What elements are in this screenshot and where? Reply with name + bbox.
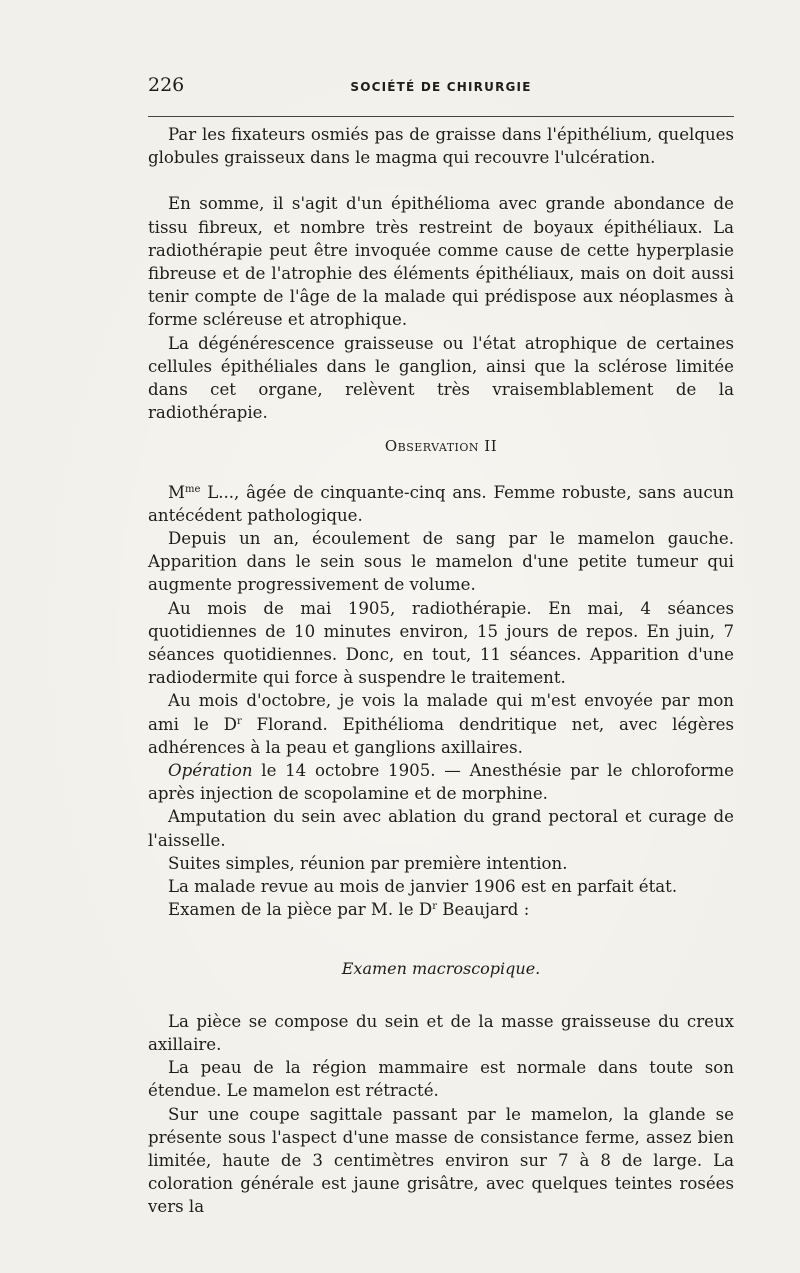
title-superscript: me xyxy=(185,483,201,495)
operation-text: le 14 octobre 1905. — Anesthésie par le chloroforme après injection de scopolamine et de morphine. xyxy=(148,761,734,804)
paragraph-operation xyxy=(148,759,734,805)
paragraph-radiotherapy: Au mois de mai 1905, radiothérapie. En mai, 4 séances quotidiennes de 10 minutes environ, 15 jours de repos. En juin, 7 séances quotidiennes. Donc, en tout, 11 séances. Apparition d'une radiodermite qui force à suspendre le traitement. xyxy=(148,598,734,688)
paragraph-summary: En somme, il s'agit d'un épithélioma avec grande abondance de tissu fibreux, et nombre très restreint de boyaux épithéliaux. La radiothérapie peut être invoquée comme cause de cette hyperplasie fibreuse et de l'atrophie des éléments épithéliaux, mais on doit aussi tenir compte de l'âge de la malade qui prédispose aux néoplasmes à forme scléreuse et atrophique. xyxy=(148,194,734,330)
october-text-a: Au mois d'octobre, je vois la malade qui m'est envoyée par mon ami le D xyxy=(148,691,734,734)
paragraph-skin: La peau de la région mammaire est normale dans toute son étendue. Le mamelon est rétracté. xyxy=(148,1058,734,1101)
paragraph-osmium-fixation: Par les fixateurs osmiés pas de graisse dans l'épithélium, quelques globules graisseux dans le magma qui recouvre l'ulcération. xyxy=(148,125,734,168)
patient-text: L..., âgée de cinquante-cinq ans. Femme robuste, sans aucun antécédent pathologique. xyxy=(148,482,734,525)
paragraph-history: Depuis un an, écoulement de sang par le mamelon gauche. Apparition dans le sein sous le mamelon d'une petite tumeur qui augmente progressivement de volume. xyxy=(148,529,734,595)
paragraph-amputation: Amputation du sein avec ablation du grand pectoral et curage de l'aisselle. xyxy=(148,807,734,850)
paragraph-exam-intro xyxy=(148,898,734,921)
paragraph-october xyxy=(148,689,734,759)
exam-text-a: Examen de la pièce par M. le D xyxy=(168,900,433,920)
page-number: 226 xyxy=(148,74,185,96)
paragraph-section: Sur une coupe sagittale passant par le mamelon, la glande se présente sous l'aspect d'une masse de consistance ferme, assez bien limitée, haute de 3 centimètres environ sur 7 à 8 de large. La coloration générale est jaune grisâtre, avec quelques teintes rosées vers la xyxy=(148,1104,734,1217)
title-abbrev: M xyxy=(168,482,185,502)
exam-doctor-superscript: r xyxy=(432,901,437,913)
macroscopic-heading: Examen macroscopique. xyxy=(341,958,541,978)
operation-label: Opération xyxy=(168,761,253,781)
running-title: SOCIÉTÉ DE CHIRURGIE xyxy=(350,80,532,94)
body-text xyxy=(148,123,734,1219)
doctor-superscript: r xyxy=(236,715,242,727)
paragraph-patient xyxy=(148,481,734,527)
paragraph-fatty-degeneration: La dégénérescence graisseuse ou l'état atrophique de certaines cellules épithéliales dans le ganglion, ainsi que la sclérose limitée dans cet organe, relèvent très vraisemblablement de la radiothérapie. xyxy=(148,333,734,423)
paragraph-followup: La malade revue au mois de janvier 1906 est en parfait état. xyxy=(168,877,678,897)
october-text-b: Florand. Epithélioma dendritique net, avec légères adhérences à la peau et ganglions axillaires. xyxy=(148,714,734,757)
observation-heading: Observation II xyxy=(384,437,498,456)
paragraph-specimen: La pièce se compose du sein et de la masse graisseuse du creux axillaire. xyxy=(148,1011,734,1054)
page-header xyxy=(148,74,734,104)
paragraph-aftercare: Suites simples, réunion par première intention. xyxy=(168,853,568,873)
header-rule xyxy=(148,116,734,117)
exam-text-b: Beaujard : xyxy=(436,900,530,920)
